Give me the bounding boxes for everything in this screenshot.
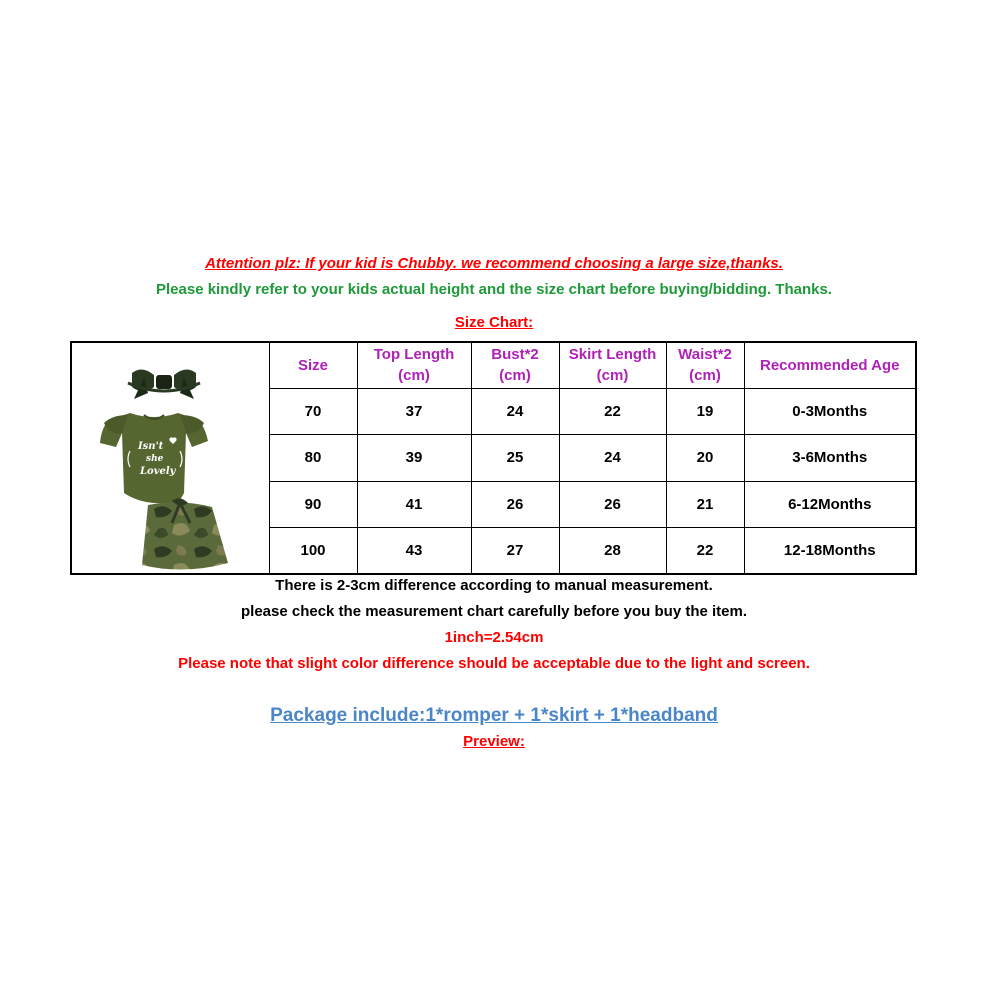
cell-skirt-length: 22 [559,388,666,434]
cell-size: 80 [269,435,357,481]
print-text-1: Isn't [138,441,164,452]
cell-age: 3-6Months [744,435,916,481]
cell-waist: 19 [666,388,744,434]
cell-bust: 24 [471,388,559,434]
cell-size: 90 [269,481,357,527]
preview-label: Preview: [463,733,525,750]
size-chart-title: Size Chart: [454,314,534,331]
print-text-3: Lovely [140,466,176,477]
cell-bust: 26 [471,481,559,527]
header-bust: Bust*2 (cm) [471,342,559,388]
header-waist: Waist*2 (cm) [666,342,744,388]
size-chart-table [70,341,917,575]
cell-top-length: 43 [357,528,471,574]
cell-size: 70 [269,388,357,434]
cell-waist: 21 [666,481,744,527]
camo-skirt [142,498,228,569]
header-recommended-age: Recommended Age [744,342,916,388]
product-image [71,342,269,574]
attention-notice: Attention plz: If your kid is Chubby. we recommend choosing a large size,thanks. [205,255,783,272]
color-difference-note: Please note that slight color difference should be acceptable due to the light and screen. [178,655,810,672]
print-text-2: she [146,454,164,464]
header-top-length: Top Length (cm) [357,342,471,388]
cell-skirt-length: 28 [559,528,666,574]
package-include: Package include:1*romper + 1*skirt + 1*headband [270,705,718,726]
cell-skirt-length: 26 [559,481,666,527]
cell-top-length: 41 [357,481,471,527]
cell-top-length: 39 [357,435,471,481]
inch-conversion-note: 1inch=2.54cm [444,629,544,646]
refer-notice: Please kindly refer to your kids actual height and the size chart before buying/bidding. Thanks. [156,281,832,298]
measurement-note: There is 2-3cm difference according to manual measurement. [275,577,713,594]
cell-bust: 25 [471,435,559,481]
cell-age: 0-3Months [744,388,916,434]
cell-skirt-length: 24 [559,435,666,481]
cell-waist: 20 [666,435,744,481]
headband-bow [128,369,200,399]
header-skirt-length: Skirt Length (cm) [559,342,666,388]
cell-waist: 22 [666,528,744,574]
cell-bust: 27 [471,528,559,574]
cell-top-length: 37 [357,388,471,434]
check-chart-note: please check the measurement chart carefully before you buy the item. [240,603,747,620]
cell-age: 12-18Months [744,528,916,574]
romper [100,413,208,505]
cell-age: 6-12Months [744,481,916,527]
product-illustration [72,343,268,573]
cell-size: 100 [269,528,357,574]
header-size: Size [269,342,357,388]
